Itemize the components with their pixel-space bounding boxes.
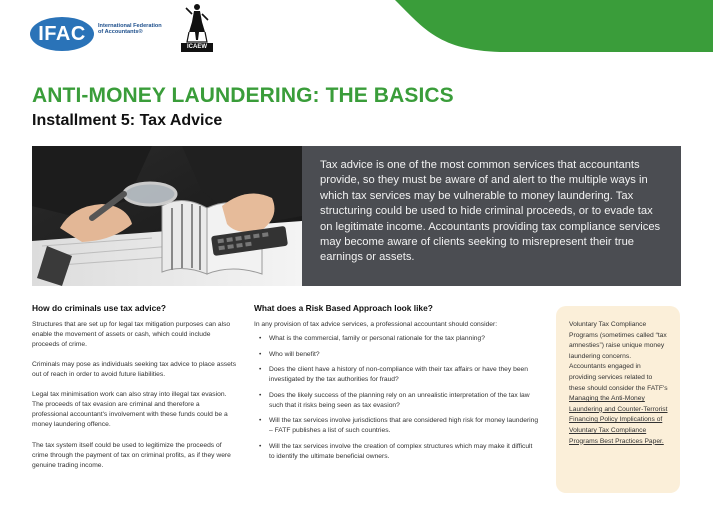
bullet-icon: • (259, 335, 262, 342)
page-subtitle (32, 112, 222, 130)
left-column-heading: How do criminals use tax advice? (32, 303, 167, 313)
callout-text (569, 320, 669, 447)
left-paragraph: The tax system itself could be used to legitimize the proceeds of crime through the payment of tax on criminal profits, as if they were genuine trading income. (32, 442, 231, 469)
page-title: ANTI-MONEY LAUNDERING: THE BASICS (32, 84, 454, 107)
ifac-logo-mark: IFAC (30, 17, 94, 51)
list-item-text: Will the tax services involve the creation of complex structures which may make it difficult to identify the ultimate beneficial owners. (269, 442, 533, 460)
list-item (254, 442, 539, 462)
voluntary-compliance-callout (556, 306, 680, 493)
ifac-org-name: International Federation of Accountants® (98, 23, 162, 36)
middle-column-heading: What does a Risk Based Approach look like? (254, 303, 433, 313)
bullet-icon: • (259, 417, 262, 424)
fatf-best-practices-link[interactable]: Managing the Anti-Money Laundering and Counter-Terrorist Financing Policy Implications of Voluntary Tax Compliance Programs Best Practices Paper. (569, 395, 668, 445)
list-item (254, 416, 539, 436)
list-item (254, 391, 539, 411)
hero-banner (32, 146, 681, 286)
list-item-text: Will the tax services involve jurisdictions that are considered high risk for money laundering – FATF publishes a list of such countries. (269, 417, 539, 434)
list-item-text: What is the commercial, family or personal rationale for the tax planning? (269, 335, 485, 342)
list-item-text: Does the client have a history of non-compliance with their tax affairs or have they been investigated by the tax authorities for fraud? (269, 366, 528, 383)
installment-label: Installment 5: (32, 112, 136, 129)
bullet-icon: • (259, 366, 262, 373)
installment-topic: Tax Advice (139, 112, 223, 129)
left-paragraph: Structures that are set up for legal tax mitigation purposes can also enable the movement of assets or cash, which could include proceeds of crime. (32, 321, 231, 348)
middle-intro: In any provision of tax advice services, a professional accountant should consider: (254, 321, 498, 328)
left-paragraph: Legal tax minimisation work can also stray into illegal tax evasion. The proceeds of tax evasion are criminal and therefore a professional accountant's involvement with these funds could be a money laundering offence. (32, 391, 228, 428)
left-paragraph: Criminals may pose as individuals seeking tax advice to place assets out of reach in order to avoid future liabilities. (32, 361, 237, 378)
ifac-logo (30, 17, 162, 51)
hero-intro-text: Tax advice is one of the most common services that accountants provide, so they must be aware of and alert to the multiple ways in which tax services may be vulnerable to money laundering. Tax structuring could be used to hide criminal proceeds, or to evade tax on legitimate income. Accountants providing tax compliance services may become aware of clients seeking to misrepresent their true earnings or assets. (320, 159, 661, 264)
bullet-icon: • (259, 350, 262, 358)
list-item-text: Does the likely success of the planning rely on an unrealistic interpretation of the tax law such that it risks being seen as tax evasion? (269, 391, 530, 409)
list-item-text: Who will benefit? (269, 350, 320, 358)
list-item (254, 350, 539, 360)
callout-body: Voluntary Tax Compliance Programs (sometimes called “tax amnesties”) raise unique money laundering concerns. Accountants engaged in providing services related to these should consider the FATF's (569, 321, 668, 392)
bullet-icon: • (259, 391, 262, 399)
hero-photo (32, 146, 302, 286)
accountant-magnifier-illustration (32, 146, 302, 286)
icaew-logo-label: ICAEW (181, 43, 213, 52)
risk-checklist (254, 334, 539, 467)
bullet-icon: • (259, 442, 262, 450)
list-item (254, 334, 539, 344)
list-item (254, 365, 539, 385)
